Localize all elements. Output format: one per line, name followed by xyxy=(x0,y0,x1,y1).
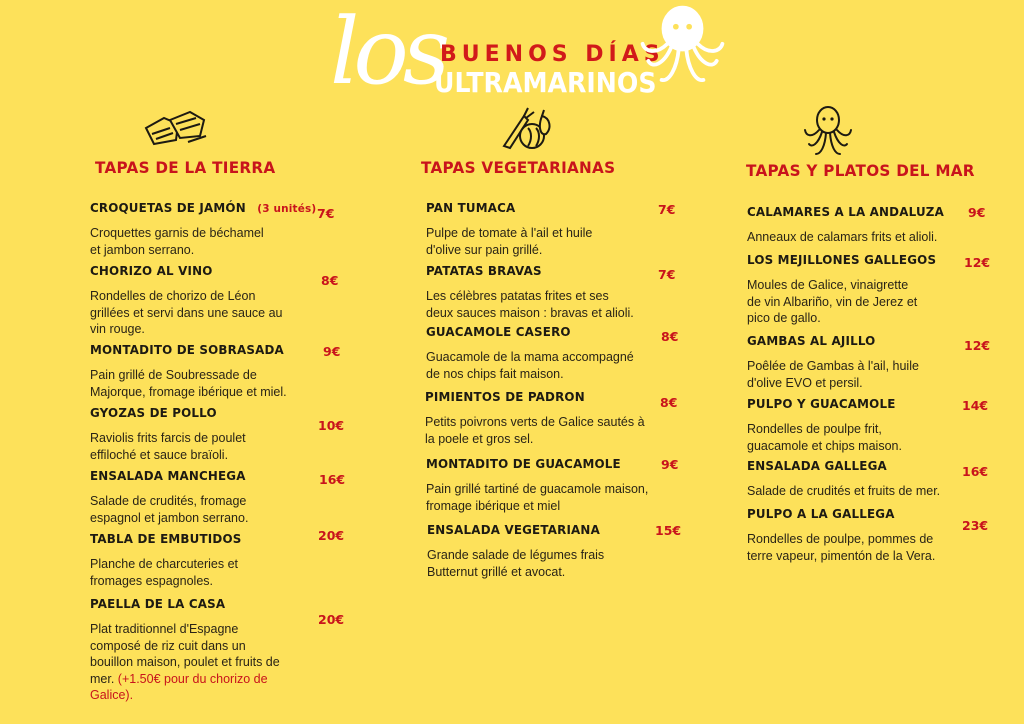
item-description: Petits poivrons verts de Galice sautés à la poele et gros sel. xyxy=(425,415,645,446)
item-price: 16€ xyxy=(962,464,989,479)
menu-item xyxy=(747,396,962,454)
item-price: 8€ xyxy=(660,395,678,410)
item-name: ENSALADA VEGETARIANA xyxy=(427,522,600,537)
item-price: 7€ xyxy=(317,206,335,221)
item-price: 7€ xyxy=(658,267,676,282)
item-name: GYOZAS DE POLLO xyxy=(90,405,217,420)
item-description: Anneaux de calamars frits et alioli. xyxy=(747,230,938,244)
item-extra-note: Galice). xyxy=(90,688,134,702)
item-name: PULPO Y GUACAMOLE xyxy=(747,396,896,411)
item-price: 15€ xyxy=(655,523,682,538)
section-title: TAPAS DE LA TIERRA xyxy=(95,158,276,177)
menu-item xyxy=(90,263,305,338)
item-description: Moules de Galice, vinaigrette de vin Albariño, vin de Jerez et pico de gallo. xyxy=(747,278,918,325)
item-description: Salade de crudités, fromage espagnol et jambon serrano. xyxy=(90,494,249,525)
item-description: Rondelles de poulpe, pommes de terre vapeur, pimentón de la Vera. xyxy=(747,532,936,563)
item-description: Grande salade de légumes frais Butternut grillé et avocat. xyxy=(427,548,605,579)
item-price: 8€ xyxy=(321,273,339,288)
menu-item xyxy=(426,456,651,514)
menu-item xyxy=(427,522,652,580)
item-description: Croquettes garnis de béchamel et jambon serrano. xyxy=(90,226,264,257)
item-description: Raviolis frits farcis de poulet effiloché et sauce braïoli. xyxy=(90,431,246,462)
item-price: 9€ xyxy=(968,205,986,220)
item-price: 10€ xyxy=(318,418,345,433)
item-price: 23€ xyxy=(962,518,989,533)
octopus-icon xyxy=(635,2,730,97)
item-name: PAN TUMACA xyxy=(426,200,516,215)
menu-item xyxy=(90,342,305,400)
item-description: Rondelles de poulpe frit, guacamole et chips maison. xyxy=(747,422,902,453)
item-price: 20€ xyxy=(318,528,345,543)
item-name: PIMIENTOS DE PADRON xyxy=(425,389,585,404)
item-name: CALAMARES A LA ANDALUZA xyxy=(747,204,944,219)
section-title: TAPAS VEGETARIANAS xyxy=(421,158,616,177)
menu-item xyxy=(425,389,650,447)
item-name: CHORIZO AL VINO xyxy=(90,263,213,278)
item-description: Pain grillé de Soubressade de Majorque, fromage ibérique et miel. xyxy=(90,368,287,399)
vegetables-icon xyxy=(498,102,556,154)
logo-buenos-dias-text: BUENOS DÍAS xyxy=(440,42,665,67)
menu-item xyxy=(426,200,651,258)
item-price: 12€ xyxy=(964,255,991,270)
item-price: 9€ xyxy=(323,344,341,359)
menu-item xyxy=(426,263,651,321)
item-name: GUACAMOLE CASERO xyxy=(426,324,571,339)
item-name: MONTADITO DE GUACAMOLE xyxy=(426,456,621,471)
item-price: 12€ xyxy=(964,338,991,353)
item-name: ENSALADA GALLEGA xyxy=(747,458,887,473)
menu-item xyxy=(747,506,962,564)
item-name: ENSALADA MANCHEGA xyxy=(90,468,246,483)
item-description: Les célèbres patatas frites et ses deux sauces maison : bravas et alioli. xyxy=(426,289,634,320)
item-extra-note: (+1.50€ pour du chorizo de xyxy=(117,671,268,686)
item-description: Pain grillé tartiné de guacamole maison, fromage ibérique et miel xyxy=(426,482,649,513)
logo-ultramarinos-text: ULTRAMARINOS xyxy=(434,66,657,99)
item-price: 16€ xyxy=(319,472,346,487)
item-description: Rondelles de chorizo de Léon grillées et servi dans une sauce au vin rouge. xyxy=(90,289,283,336)
item-note: (3 unités) xyxy=(257,202,317,215)
item-name: LOS MEJILLONES GALLEGOS xyxy=(747,252,937,267)
item-description: Salade de crudités et fruits de mer. xyxy=(747,484,941,498)
item-description: Plat traditionnel d'Espagne composé de riz cuit dans un bouillon maison, poulet et fruits de mer. (+1.50€ pour du chorizo de Galice). xyxy=(90,621,305,704)
menu-item xyxy=(90,200,317,258)
logo-los-text: los xyxy=(330,0,445,105)
octopus-icon xyxy=(802,104,854,160)
menu-item xyxy=(747,333,962,391)
menu-item xyxy=(426,324,651,382)
item-price: 9€ xyxy=(661,457,679,472)
menu-item xyxy=(747,252,962,327)
item-description: Planche de charcuteries et fromages espagnoles. xyxy=(90,557,239,588)
section-title: TAPAS Y PLATOS DEL MAR xyxy=(746,161,975,180)
item-price: 8€ xyxy=(661,329,679,344)
item-price: 7€ xyxy=(658,202,676,217)
item-price: 20€ xyxy=(318,612,345,627)
item-price: 14€ xyxy=(962,398,989,413)
menu-item xyxy=(90,531,305,589)
item-name: TABLA DE EMBUTIDOS xyxy=(90,531,242,546)
item-name: CROQUETAS DE JAMÓN (3 unités) xyxy=(90,200,317,215)
item-name: PAELLA DE LA CASA xyxy=(90,596,226,611)
item-name: PATATAS BRAVAS xyxy=(426,263,542,278)
menu-item xyxy=(90,596,305,704)
menu-item xyxy=(90,405,305,463)
item-description: Poêlée de Gambas à l'ail, huile d'olive EVO et persil. xyxy=(747,359,919,390)
item-name: PULPO A LA GALLEGA xyxy=(747,506,895,521)
item-description: Pulpe de tomate à l'ail et huile d'olive sur pain grillé. xyxy=(426,226,593,257)
menu-item xyxy=(747,458,962,500)
menu-item xyxy=(747,204,962,246)
meat-cuts-icon xyxy=(140,106,210,152)
item-description: Guacamole de la mama accompagné de nos chips fait maison. xyxy=(426,350,634,381)
item-name: GAMBAS AL AJILLO xyxy=(747,333,876,348)
menu-item xyxy=(90,468,305,526)
item-name: MONTADITO DE SOBRASADA xyxy=(90,342,284,357)
